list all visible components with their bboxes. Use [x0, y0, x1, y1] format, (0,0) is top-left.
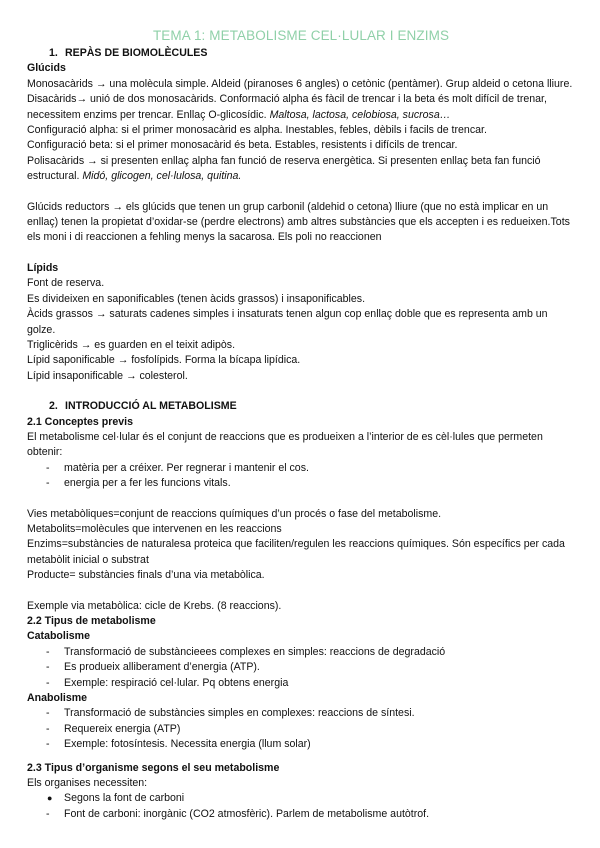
section-1-number: 1.	[49, 47, 58, 59]
metabolisme-definition: El metabolisme cel·lular és el conjunt de reaccions que es produeixen a l’interior de es cèl·lules que permeten obtenir:	[27, 430, 543, 459]
list-item	[27, 676, 575, 691]
disacarids-examples: Maltosa, lactosa, celobiosa, sucrosa…	[269, 108, 451, 121]
list-item	[27, 660, 575, 675]
vies-paragraph: Vies metabòliques=conjunt de reaccions químiques d’un procés o fase del metabolisme.	[27, 507, 442, 520]
metabolits-paragraph: Metabolits=molècules que intervenen en les reaccions	[27, 522, 282, 535]
list-item	[27, 645, 575, 660]
glucids-heading: Glúcids	[27, 62, 66, 75]
section-2-number: 2.	[49, 400, 58, 413]
section-1-heading	[27, 46, 575, 61]
lipids-heading: Lípids	[27, 261, 59, 274]
anabolisme-heading: Anabolisme	[27, 692, 88, 705]
polisacarids-paragraph	[27, 154, 575, 185]
dash-marker: -	[46, 707, 50, 720]
anabolisme-list	[27, 706, 575, 752]
organismes-dash-list	[27, 807, 575, 822]
list-item-text: Transformació de substàncieees complexes en simples: reaccions de degradació	[64, 645, 446, 658]
section-2-heading	[27, 399, 575, 414]
polisacarids-examples: Midó, glicogen, cel·lulosa, quitina.	[82, 170, 242, 183]
list-item-text: energia per a fer les funcions vitals.	[64, 477, 231, 490]
catabolisme-heading: Catabolisme	[27, 630, 90, 643]
bullet-dot-icon: ●	[47, 793, 53, 804]
catabolisme-list	[27, 645, 575, 691]
subsection-2-3-heading: 2.3 Tipus d’organisme segons el seu metabolisme	[27, 761, 280, 774]
dash-marker: -	[46, 807, 50, 820]
list-item	[27, 737, 575, 752]
obtenir-list	[27, 461, 575, 492]
lipids-line-4: Triglicèrids → es guarden en el teixit adipòs.	[27, 338, 236, 351]
dash-marker: -	[46, 461, 50, 474]
list-item-text: Es produeix alliberament d’energia (ATP).	[64, 661, 260, 674]
document-page	[27, 27, 575, 822]
section-1-title: REPÀS DE BIOMOLÈCULES	[65, 47, 208, 59]
list-item-text: Exemple: respiració cel·lular. Pq obtens energia	[64, 676, 289, 689]
monosacarids-paragraph: Monosacàrids → una molècula simple. Aldeid (piranoses 6 angles) o cetònic (pentàmer). Grup aldeid o cetona lliure.	[27, 77, 573, 90]
list-item-text: matèria per a créixer. Per regnerar i mantenir el cos.	[64, 461, 309, 474]
list-item-text: Font de carboni: inorgànic (CO2 atmosfèric). Parlem de metabolisme autòtrof.	[64, 807, 430, 820]
page-title: TEMA 1: METABOLISME CEL·LULAR I ENZIMS	[152, 28, 450, 43]
section-2-title: INTRODUCCIÓ AL METABOLISME	[65, 400, 237, 413]
subsection-2-1-heading: 2.1 Conceptes previs	[27, 415, 133, 428]
dash-marker: -	[46, 477, 50, 490]
subsection-2-2-heading: 2.2 Tipus de metabolisme	[27, 615, 156, 627]
polisacarids-text: Polisacàrids → si presenten enllaç alpha fan funció de reserva energètica. Si presenten enllaç beta fan funció estructural.	[27, 154, 541, 183]
producte-paragraph: Producte= substàncies finals d’una via metabòlica.	[27, 569, 265, 582]
beta-paragraph: Configuració beta: si el primer monosacàrid és beta. Estables, resistents i difícils de trencar.	[27, 139, 458, 152]
organismes-dot-list	[27, 791, 575, 806]
dash-marker: -	[46, 722, 50, 735]
list-item	[27, 791, 575, 806]
list-item	[27, 722, 575, 737]
list-item-text: Exemple: fotosíntesis. Necessita energia (llum solar)	[64, 738, 311, 751]
disacarids-paragraph	[27, 92, 575, 123]
lipids-line-2: Es divideixen en saponificables (tenen àcids grassos) i insaponificables.	[27, 292, 366, 305]
lipids-line-1: Font de reserva.	[27, 277, 105, 290]
list-item	[27, 461, 575, 476]
disacarids-text: Disacàrids→ unió de dos monosacàrids. Conformació alpha és fàcil de trencar i la beta és molt difícil de trenar, necessitem enzims per trencar. Enllaç O-glicosídic.	[27, 93, 547, 121]
reductors-paragraph: Glúcids reductors → els glúcids que tenen un grup carbonil (aldehid o cetona) lliure (que no està implicar en un enllaç) tenen la propietat d’oxidar-se (perdre electrons) amb altres substàncies que els accepten i es redueixen.Tots els moni i di reaccionen a fehling menys la sacarosa. Els poli no reaccionen	[27, 200, 570, 244]
dash-marker: -	[46, 738, 50, 751]
list-item-text: Segons la font de carboni	[64, 792, 185, 805]
dash-marker: -	[46, 676, 50, 689]
exemple-paragraph: Exemple via metabòlica: cicle de Krebs. (8 reaccions).	[27, 599, 282, 612]
list-item	[27, 706, 575, 721]
list-item-text: Transformació de substàncies simples en complexes: reaccions de síntesi.	[64, 707, 415, 720]
list-item	[27, 807, 575, 822]
lipids-line-6: Lípid insaponificable → colesterol.	[27, 369, 188, 382]
list-item-text: Requereix energia (ATP)	[64, 722, 181, 735]
dash-marker: -	[46, 645, 50, 658]
enzims-paragraph: Enzims=substàncies de naturalesa proteica que faciliten/regulen les reaccions químiques. Són específics per cada metabòlit inicial o substrat	[27, 538, 565, 566]
lipids-line-3: Àcids grassos → saturats cadenes simples i insaturats tenen algun cop enllaç doble que es representa amb un golze.	[27, 308, 548, 336]
lipids-line-5: Lípid saponificable → fosfolípids. Forma la bícapa lipídica.	[27, 354, 301, 367]
dash-marker: -	[46, 661, 50, 674]
list-item	[27, 476, 575, 491]
alpha-paragraph: Configuració alpha: si el primer monosacàrid es alpha. Inestables, febles, dèbils i facils de trencar.	[27, 124, 487, 137]
organismes-intro: Els organises necessiten:	[27, 777, 148, 790]
